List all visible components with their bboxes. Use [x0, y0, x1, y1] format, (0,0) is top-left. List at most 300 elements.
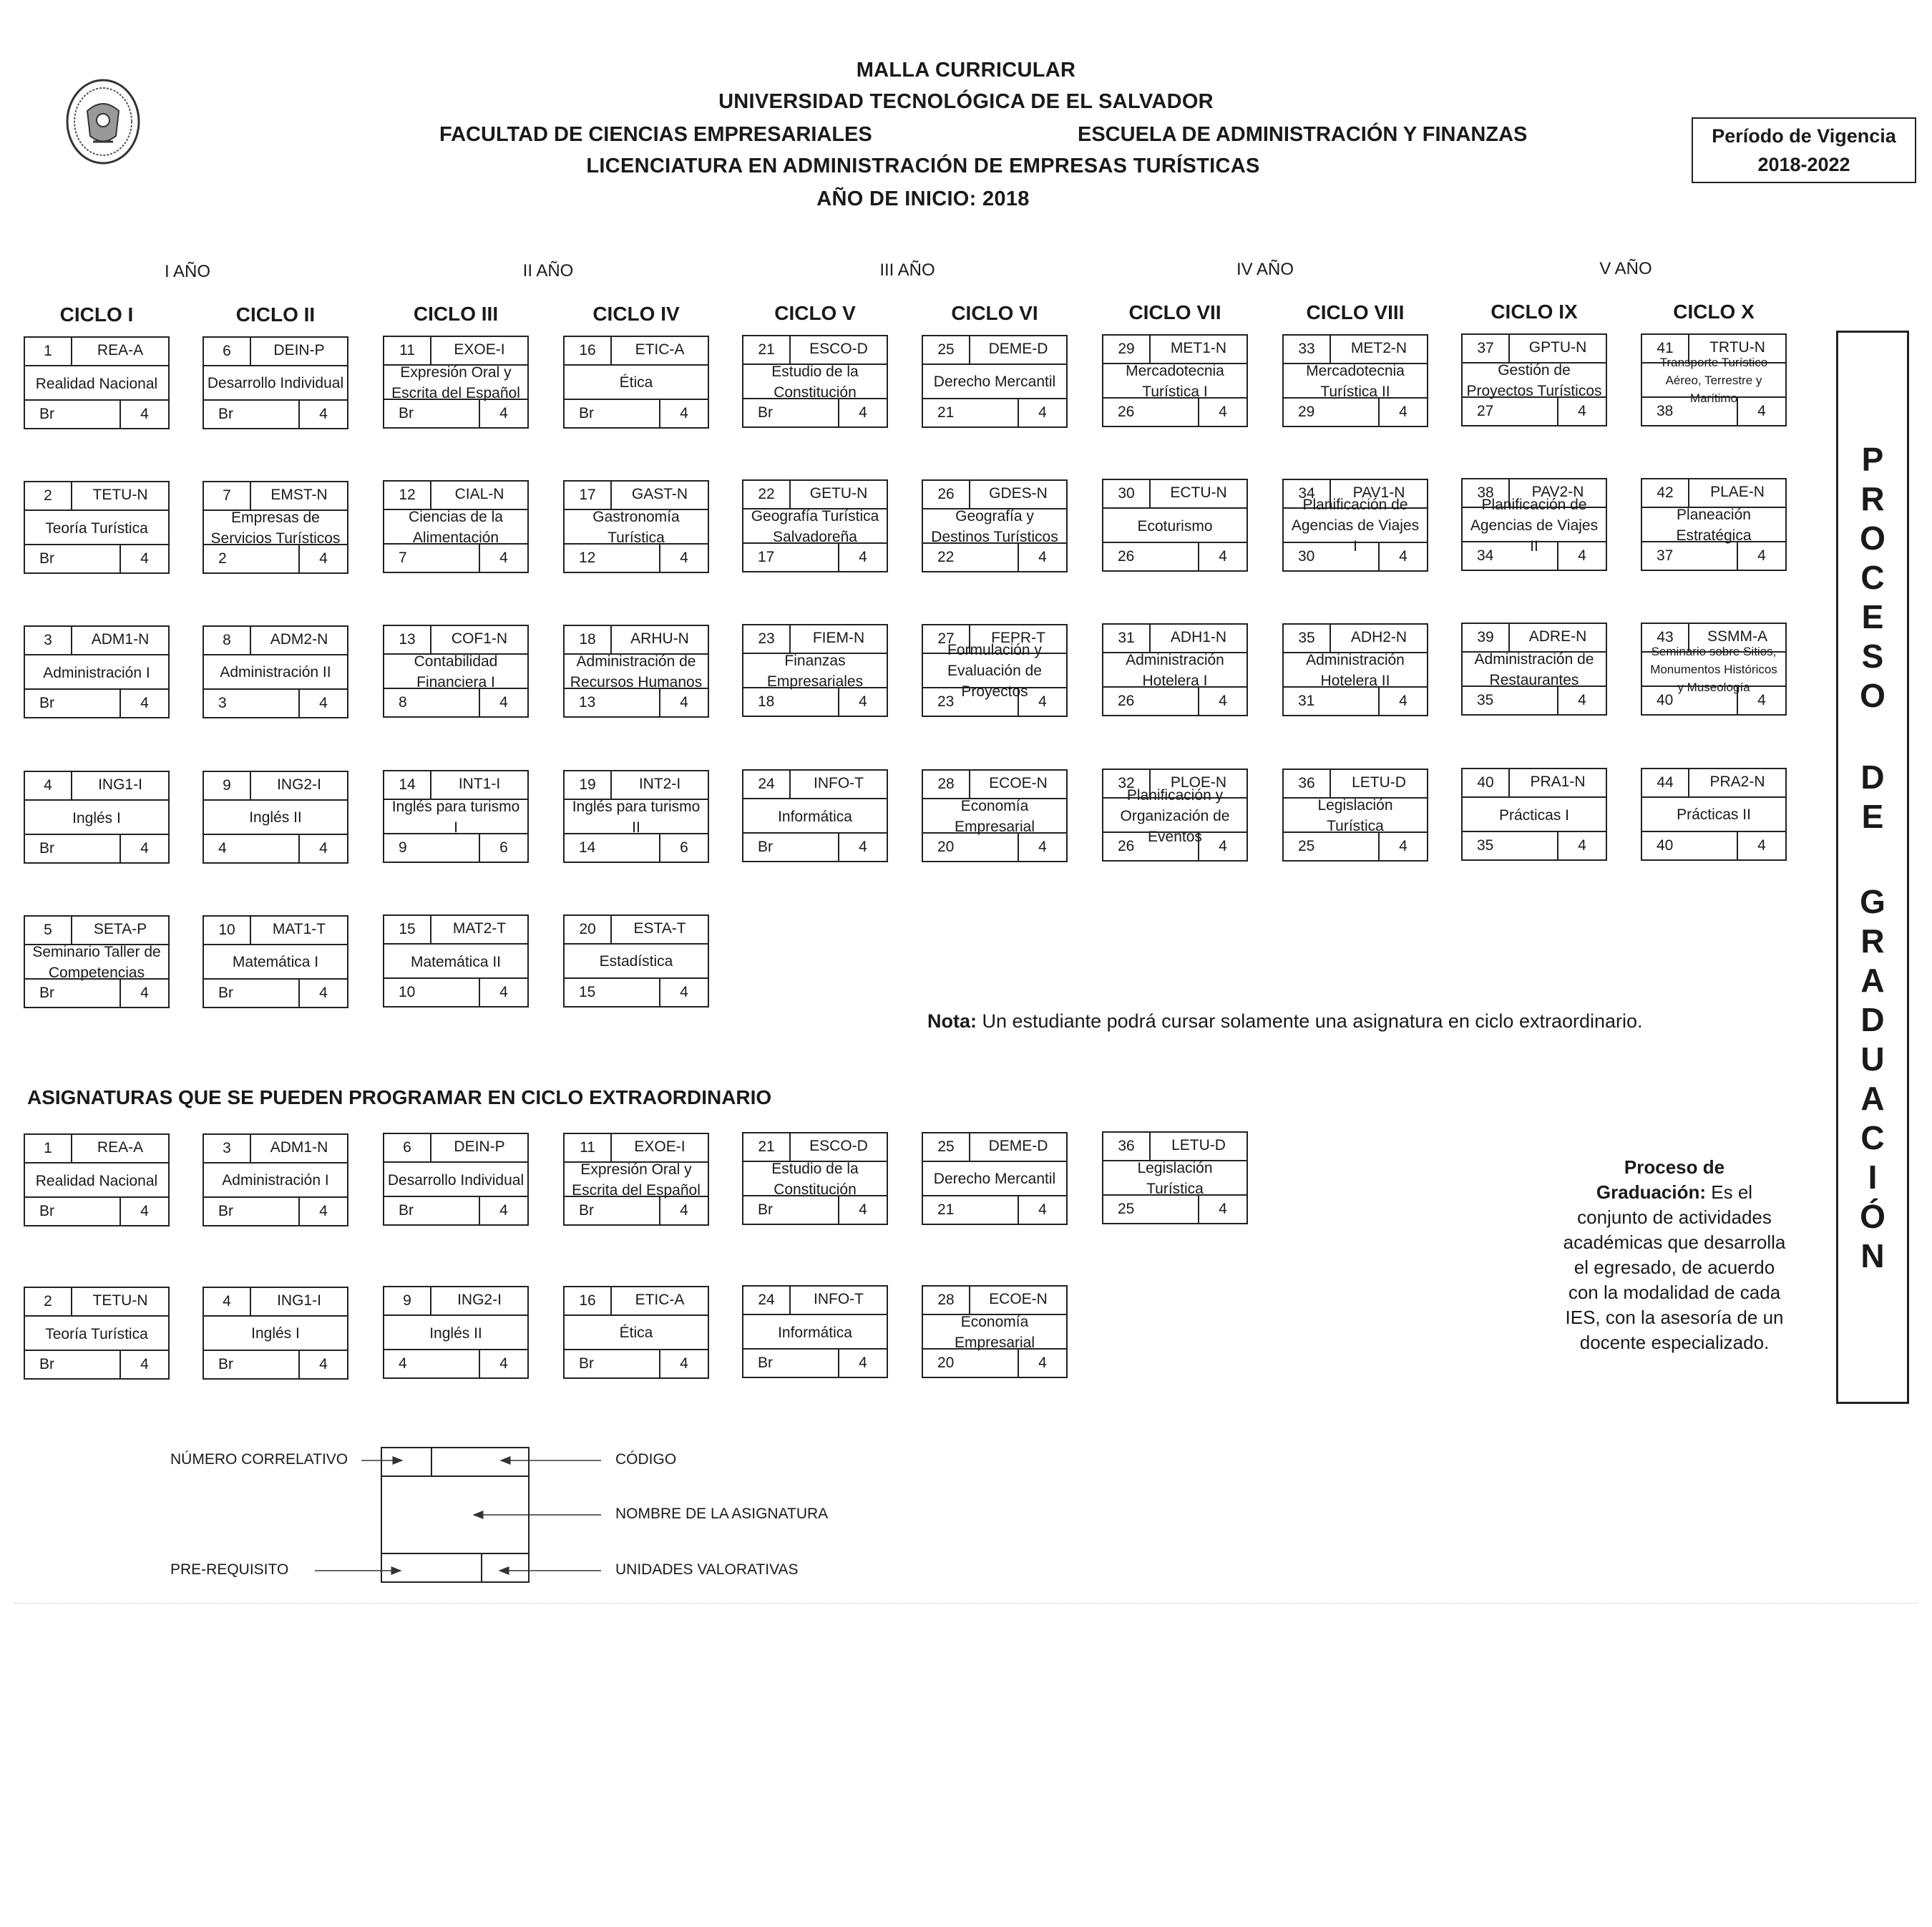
course-prerequisite: 2 — [204, 545, 300, 572]
course-name: Planificación de Agencias de Viajes II — [1470, 496, 1599, 555]
course-uv: 4 — [499, 984, 508, 1000]
vigencia-label: Período de Vigencia — [1712, 125, 1896, 147]
course-box — [922, 769, 1068, 862]
course-number: 1 — [25, 338, 72, 365]
graduation-letter: S — [1861, 638, 1884, 675]
nota-text: Un estudiante podrá cursar solamente una asignatura en ciclo extraordinario. — [977, 1010, 1643, 1032]
legend-arrows — [0, 1431, 644, 1603]
course-number: 9 — [384, 1287, 431, 1314]
course-uv: 4 — [319, 405, 328, 422]
course-prerequisite: 15 — [565, 979, 660, 1006]
course-number: 21 — [743, 336, 791, 364]
course-uv: 4 — [140, 1356, 149, 1372]
course-uv: 4 — [1757, 402, 1766, 419]
course-number: 5 — [25, 917, 72, 944]
course-prerequisite: 38 — [1642, 398, 1738, 425]
graduation-letter: G — [1860, 883, 1885, 920]
course-code: DEME-D — [988, 340, 1048, 357]
course-number: 2 — [25, 1288, 72, 1315]
course-name: Informática — [778, 808, 852, 825]
extra-cycle-title: ASIGNATURAS QUE SE PUEDEN PROGRAMAR EN CICLO EXTRAORDINARIO — [27, 1086, 772, 1108]
course-code: SSMM-A — [1707, 628, 1767, 645]
course-box — [24, 1133, 170, 1226]
course-number: 38 — [1463, 479, 1510, 507]
vigencia-years: 2018-2022 — [1757, 154, 1850, 175]
course-box — [1102, 623, 1248, 716]
course-uv: 4 — [319, 984, 328, 1001]
cycle-label: CICLO IV — [592, 302, 680, 325]
graduation-letter: U — [1860, 1040, 1885, 1078]
course-prerequisite: Br — [25, 980, 121, 1007]
course-box — [1282, 623, 1428, 716]
course-name: Administración Hotelera II — [1306, 651, 1405, 689]
course-box — [1102, 479, 1248, 572]
course-name: Expresión Oral y Escrita del Español — [572, 1161, 701, 1199]
course-name: Mercadotecnia Turística I — [1126, 363, 1224, 400]
course-name: Formulación y Evaluación de Proyectos — [947, 642, 1042, 700]
course-code: REA-A — [97, 1139, 144, 1156]
course-name: Informática — [778, 1324, 852, 1341]
course-box — [383, 480, 529, 573]
course-code: INT1-I — [458, 776, 501, 792]
course-prerequisite: Br — [743, 1196, 839, 1224]
course-number: 24 — [743, 1287, 791, 1314]
course-name: Matemática I — [232, 954, 319, 970]
year-label: III AÑO — [879, 260, 935, 280]
course-uv: 4 — [140, 1203, 149, 1219]
course-number: 17 — [565, 482, 612, 509]
course-prerequisite: 30 — [1284, 543, 1380, 570]
course-name: Finanzas Empresariales — [766, 653, 864, 690]
course-name: Seminario Taller de Competencias — [32, 944, 161, 981]
course-uv: 4 — [1038, 693, 1047, 710]
course-box — [742, 1285, 888, 1378]
vigencia-box — [1692, 117, 1916, 183]
course-number: 8 — [204, 627, 251, 654]
course-box — [383, 1133, 529, 1226]
graduation-letter: O — [1860, 519, 1885, 557]
course-number: 22 — [743, 481, 791, 508]
course-uv: 4 — [1038, 1354, 1047, 1371]
start-year: AÑO DE INICIO: 2018 — [816, 187, 1030, 210]
cycle-label: CICLO I — [59, 303, 134, 326]
course-number: 36 — [1284, 770, 1331, 797]
course-name: Ecoturismo — [1137, 517, 1213, 535]
course-number: 11 — [384, 337, 431, 364]
course-box — [742, 769, 888, 862]
course-uv: 4 — [499, 550, 508, 566]
course-number: 23 — [743, 625, 791, 653]
course-name: Planeación Estratégica — [1676, 506, 1752, 544]
course-prerequisite: 40 — [1642, 832, 1738, 859]
graduation-letter: E — [1861, 598, 1884, 635]
year-label: II AÑO — [522, 261, 574, 280]
course-code: GAST-N — [631, 485, 688, 502]
course-uv: 4 — [140, 695, 149, 711]
header-title: MALLA CURRICULAR — [856, 59, 1076, 82]
course-prerequisite: Br — [204, 1198, 300, 1225]
course-box — [203, 336, 348, 429]
course-name: Ética — [619, 1324, 653, 1341]
course-code: ADM2-N — [270, 630, 328, 648]
course-box — [742, 479, 888, 572]
university-name: UNIVERSIDAD TECNOLÓGICA DE EL SALVADOR — [718, 90, 1214, 113]
course-box — [203, 915, 348, 1008]
course-code: PRA2-N — [1709, 773, 1765, 790]
course-number: 9 — [204, 772, 251, 799]
course-name: Planificación y Organización de Eventos — [1120, 786, 1230, 845]
course-uv: 4 — [1219, 693, 1227, 709]
course-prerequisite: 20 — [923, 834, 1019, 861]
course-prerequisite: 17 — [743, 544, 839, 571]
legend-uv: UNIDADES VALORATIVAS — [615, 1561, 799, 1578]
course-name: Ciencias de la Alimentación — [409, 509, 503, 546]
course-prerequisite: 4 — [204, 835, 300, 862]
course-code: ADRE-N — [1528, 628, 1587, 645]
course-uv: 4 — [140, 985, 149, 1001]
course-number: 25 — [923, 336, 970, 364]
course-code: FIEM-N — [812, 630, 865, 646]
course-prerequisite: Br — [25, 690, 121, 717]
cycle-label: CICLO VI — [951, 301, 1038, 324]
graduation-letter: N — [1860, 1237, 1885, 1274]
course-uv: 4 — [1399, 692, 1407, 709]
course-uv: 4 — [1038, 404, 1047, 421]
course-uv: 4 — [499, 405, 508, 421]
course-name: Estudio de la Constitución — [771, 364, 859, 401]
course-box — [563, 1286, 709, 1379]
course-prerequisite: 31 — [1284, 688, 1380, 715]
course-prerequisite: 21 — [923, 1196, 1019, 1224]
course-number: 20 — [565, 916, 612, 943]
course-code: GPTU-N — [1528, 339, 1587, 356]
course-uv: 4 — [499, 694, 508, 711]
course-name: Economía Empresarial — [954, 797, 1035, 835]
course-code: ING1-I — [98, 776, 142, 793]
course-prerequisite: 14 — [565, 834, 660, 862]
course-name: Inglés II — [429, 1324, 482, 1342]
course-number: 27 — [923, 625, 970, 653]
course-code: GDES-N — [989, 484, 1048, 502]
course-prerequisite: Br — [565, 400, 660, 427]
course-prerequisite: 37 — [1642, 542, 1738, 570]
course-code: CIAL-N — [454, 486, 504, 502]
course-uv: 4 — [859, 549, 867, 565]
degree-name: LICENCIATURA EN ADMINISTRACIÓN DE EMPRESAS TURÍSTICAS — [586, 155, 1260, 177]
course-number: 28 — [923, 1287, 970, 1314]
course-box — [563, 770, 709, 863]
course-box — [24, 625, 170, 718]
course-prerequisite: Br — [25, 545, 121, 572]
course-name: Economía Empresarial — [954, 1313, 1035, 1351]
course-prerequisite: Br — [25, 401, 121, 428]
course-code: MAT1-T — [272, 920, 326, 937]
course-uv: 4 — [319, 694, 328, 711]
course-box — [24, 915, 170, 1008]
course-number: 6 — [384, 1134, 431, 1161]
course-code: PRA1-N — [1530, 774, 1586, 790]
course-number: 35 — [1284, 625, 1331, 652]
course-name: Planificación de Agencias de Viajes I — [1291, 497, 1420, 555]
cycle-label: CICLO IX — [1491, 301, 1578, 323]
year-label: V AÑO — [1599, 259, 1652, 278]
course-prerequisite: 22 — [923, 544, 1019, 571]
course-name: Desarrollo Individual — [207, 375, 344, 391]
course-name: Legislación Turística — [1317, 796, 1393, 834]
course-uv: 4 — [680, 1355, 688, 1372]
course-number: 18 — [565, 626, 612, 653]
course-uv: 4 — [319, 1355, 328, 1372]
course-uv: 4 — [1399, 837, 1407, 854]
course-box — [203, 1133, 348, 1226]
course-box — [922, 1132, 1068, 1225]
course-name: Administración de Restaurantes — [1474, 651, 1594, 688]
graduation-letter: E — [1861, 798, 1884, 835]
course-name: Empresas de Servicios Turísticos — [210, 509, 341, 547]
course-name: Teoría Turística — [45, 519, 148, 537]
course-uv: 4 — [859, 693, 867, 710]
course-code: DEME-D — [988, 1137, 1048, 1154]
course-prerequisite: 12 — [565, 545, 660, 572]
graduation-letter: D — [1860, 758, 1885, 796]
school-name: ESCUELA DE ADMINISTRACIÓN Y FINANZAS — [1078, 123, 1528, 146]
course-uv: 4 — [680, 549, 688, 566]
course-name: Administración I — [43, 664, 150, 681]
course-box — [563, 336, 709, 429]
course-box — [203, 481, 348, 574]
course-number: 36 — [1103, 1133, 1151, 1160]
course-box — [383, 1286, 529, 1379]
course-uv: 4 — [319, 1202, 328, 1219]
course-prerequisite: 9 — [384, 834, 480, 862]
nota-label: Nota: — [927, 1010, 977, 1032]
course-uv: 4 — [1219, 548, 1227, 565]
course-uv: 6 — [499, 839, 508, 856]
faculty-name: FACULTAD DE CIENCIAS EMPRESARIALES — [439, 123, 872, 146]
course-number: 32 — [1103, 770, 1151, 797]
course-number: 16 — [565, 337, 612, 364]
cycle-label: CICLO V — [774, 302, 856, 324]
course-prerequisite: 8 — [384, 689, 480, 716]
course-number: 29 — [1103, 336, 1151, 363]
course-uv: 6 — [680, 839, 688, 856]
course-code: ADH1-N — [1170, 629, 1227, 645]
graduation-letter: A — [1860, 1080, 1885, 1117]
year-label: I AÑO — [164, 262, 211, 281]
course-number: 14 — [384, 771, 431, 799]
course-number: 41 — [1642, 335, 1689, 362]
course-code: LETU-D — [1171, 1137, 1226, 1153]
course-name: Realidad Nacional — [35, 1172, 158, 1189]
course-code: MAT2-T — [452, 920, 507, 937]
course-name: Derecho Mercantil — [933, 1171, 1056, 1187]
course-name: Realidad Nacional — [35, 375, 158, 392]
course-box — [1641, 333, 1787, 426]
course-box — [24, 336, 170, 429]
course-box — [922, 624, 1068, 717]
course-number: 4 — [25, 772, 72, 799]
course-prerequisite: 35 — [1463, 687, 1558, 714]
course-code: TRTU-N — [1709, 338, 1765, 356]
course-box — [1461, 623, 1607, 716]
course-code: PAV1-N — [1352, 484, 1405, 501]
graduation-letter: I — [1868, 1158, 1878, 1196]
course-name: Seminario sobre Sitios, Monumentos Históricos y Museología — [1650, 645, 1777, 694]
graduation-letter: A — [1860, 962, 1885, 999]
course-code: DEIN-P — [454, 1138, 505, 1155]
course-name: Matemática II — [410, 953, 502, 970]
legend-correlativo: NÚMERO CORRELATIVO — [170, 1451, 348, 1468]
graduation-letter: O — [1860, 677, 1885, 714]
course-prerequisite: Br — [25, 835, 121, 862]
course-prerequisite: Br — [743, 834, 839, 861]
course-code: ETIC-A — [635, 1291, 685, 1308]
course-box — [383, 625, 529, 718]
course-box — [24, 771, 170, 864]
course-name: Transporte Turístico Aéreo, Terrestre y Marítimo — [1659, 356, 1768, 405]
course-box — [563, 914, 709, 1008]
course-number: 4 — [204, 1288, 251, 1315]
course-box — [203, 1287, 348, 1380]
course-code: ECOE-N — [989, 1290, 1048, 1307]
course-number: 16 — [565, 1287, 612, 1314]
course-code: EXOE-I — [634, 1138, 686, 1155]
course-number: 19 — [565, 771, 612, 799]
course-number: 15 — [384, 916, 431, 943]
course-code: MET2-N — [1350, 339, 1407, 356]
course-prerequisite: 26 — [1103, 688, 1199, 715]
course-box — [563, 1133, 709, 1226]
course-code: ADM1-N — [270, 1138, 328, 1156]
course-name: Prácticas II — [1677, 806, 1751, 823]
graduation-letter: Ó — [1860, 1198, 1885, 1235]
course-code: ESTA-T — [633, 919, 686, 937]
course-prerequisite: 29 — [1284, 399, 1380, 426]
course-number: 39 — [1463, 624, 1510, 651]
course-prerequisite: 26 — [1103, 543, 1199, 570]
course-code: DEIN-P — [273, 341, 325, 358]
course-number: 6 — [204, 338, 251, 365]
course-box — [742, 335, 888, 428]
course-name: Inglés I — [72, 809, 121, 826]
course-box — [563, 625, 709, 718]
course-number: 26 — [923, 481, 970, 508]
course-code: LETU-D — [1352, 774, 1406, 791]
course-box — [563, 480, 709, 573]
graduation-letter: P — [1861, 441, 1884, 478]
course-number: 7 — [204, 482, 251, 509]
course-uv: 4 — [1038, 838, 1047, 855]
course-code: PAV2-N — [1531, 484, 1584, 500]
cycle-label: CICLO VIII — [1306, 301, 1405, 323]
course-uv: 4 — [499, 1355, 508, 1372]
course-prerequisite: 20 — [923, 1350, 1019, 1377]
course-box — [742, 624, 888, 717]
course-name: Ética — [619, 374, 653, 391]
course-code: EXOE-I — [454, 341, 505, 358]
course-uv: 4 — [859, 839, 867, 855]
course-code: INFO-T — [814, 775, 864, 791]
graduation-letter: C — [1860, 1119, 1885, 1156]
course-prerequisite: 34 — [1463, 542, 1558, 570]
course-name: Derecho Mercantil — [933, 374, 1056, 390]
course-box — [1461, 333, 1607, 426]
course-number: 13 — [384, 626, 431, 653]
course-code: ADM1-N — [91, 631, 150, 648]
course-prerequisite: Br — [565, 1197, 660, 1224]
course-uv: 4 — [859, 1201, 867, 1218]
course-code: REA-A — [97, 342, 144, 358]
graduation-note-text: Es el conjunto de actividades académicas que desarrolla el egresado, de acuerdo con la modalidad de cada IES, con la asesoría de un docente especializado. — [1563, 1181, 1786, 1353]
course-box — [1282, 769, 1428, 862]
course-box — [1641, 478, 1787, 571]
graduation-note-title: Proceso de Graduación: — [1596, 1156, 1725, 1203]
course-number: 10 — [204, 917, 251, 944]
course-code: TETU-N — [92, 1292, 148, 1309]
course-prerequisite: 3 — [204, 690, 300, 717]
course-prerequisite: Br — [743, 1350, 839, 1377]
course-name: Estudio de la Constitución — [771, 1161, 859, 1198]
course-name: Inglés para turismo II — [572, 798, 701, 836]
course-box — [1282, 334, 1428, 427]
course-name: Mercadotecnia Turística II — [1306, 362, 1405, 400]
year-label: IV AÑO — [1236, 260, 1294, 279]
course-prerequisite: 10 — [384, 979, 480, 1006]
course-prerequisite: 18 — [743, 688, 839, 716]
course-number: 24 — [743, 771, 791, 798]
course-name: Estadística — [599, 953, 673, 970]
course-prerequisite: Br — [204, 980, 300, 1007]
course-box — [383, 336, 529, 429]
course-prerequisite: 26 — [1103, 399, 1199, 426]
course-uv: 4 — [1578, 692, 1586, 708]
course-code: SETA-P — [93, 921, 147, 937]
course-code: ETIC-A — [635, 341, 685, 358]
course-prerequisite: Br — [204, 401, 300, 428]
course-name: Inglés para turismo I — [391, 799, 520, 836]
course-number: 42 — [1642, 479, 1689, 507]
cycle-label: CICLO III — [413, 303, 499, 325]
course-code: EMST-N — [270, 486, 328, 503]
course-uv: 4 — [319, 839, 328, 857]
course-code: PLAE-N — [1710, 483, 1765, 500]
course-prerequisite: Br — [565, 1350, 660, 1377]
course-prerequisite: 23 — [923, 688, 1019, 716]
course-box — [922, 335, 1068, 428]
course-prerequisite: 4 — [384, 1350, 480, 1377]
course-box — [383, 770, 529, 863]
course-code: PLOE-N — [1170, 774, 1227, 791]
graduation-letter: R — [1860, 480, 1885, 517]
cycle-label: CICLO X — [1673, 300, 1755, 323]
course-box — [742, 1132, 888, 1225]
course-number: 28 — [923, 771, 970, 798]
course-name: Contabilidad Financiera I — [414, 653, 498, 691]
course-name: Desarrollo Individual — [387, 1171, 525, 1189]
course-number: 3 — [204, 1135, 251, 1162]
course-uv: 4 — [1219, 1201, 1227, 1217]
course-number: 34 — [1284, 480, 1331, 507]
course-code: ESCO-D — [809, 1138, 868, 1154]
course-uv: 4 — [1399, 547, 1407, 565]
nota — [927, 1010, 1643, 1033]
course-box — [1641, 623, 1787, 716]
course-uv: 4 — [1578, 837, 1586, 854]
cycle-label: CICLO II — [235, 303, 316, 326]
course-number: 43 — [1642, 624, 1689, 651]
course-prerequisite: 25 — [1284, 833, 1380, 860]
course-prerequisite: 25 — [1103, 1196, 1199, 1223]
